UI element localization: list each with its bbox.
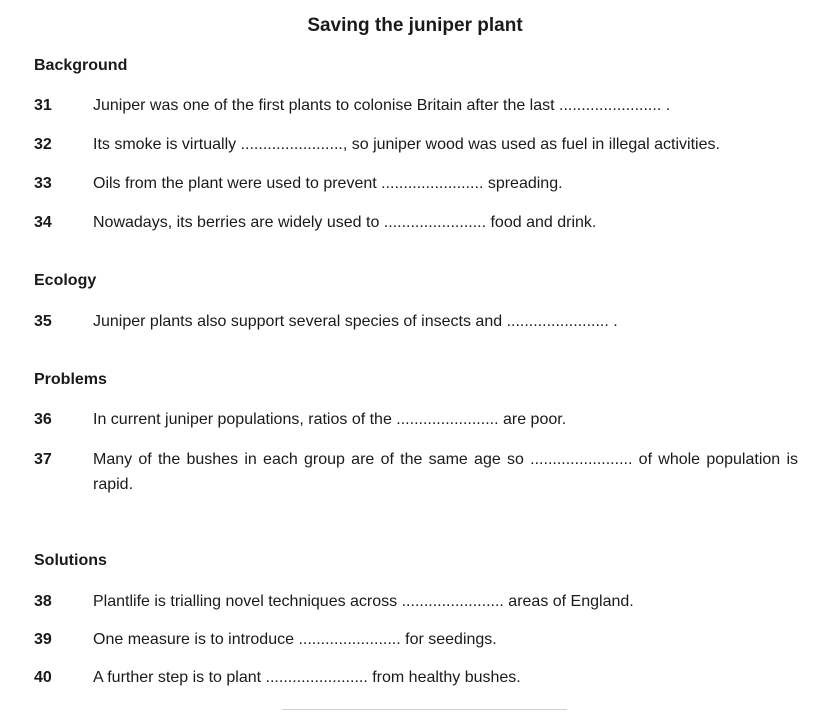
question-31	[34, 93, 798, 118]
question-text: Oils from the plant were used to prevent ....................... spreading.	[93, 175, 563, 192]
question-text: Juniper plants also support several species of insects and ....................... .	[93, 313, 618, 330]
question-number: 31	[34, 97, 52, 114]
section-heading-ecology: Ecology	[34, 272, 97, 289]
page-title: Saving the juniper plant	[307, 15, 523, 36]
question-35	[34, 309, 798, 334]
bottom-divider	[282, 709, 567, 710]
question-text: Juniper was one of the first plants to colonise Britain after the last ....................... .	[93, 97, 671, 114]
question-text: Plantlife is trialling novel techniques across ....................... areas of England.	[93, 593, 634, 610]
question-39	[34, 627, 798, 652]
question-37	[34, 447, 798, 497]
question-36	[34, 407, 798, 432]
section-heading-background: Background	[34, 57, 128, 74]
question-number: 37	[34, 451, 52, 468]
question-number: 39	[34, 631, 52, 648]
question-33	[34, 171, 798, 196]
question-number: 34	[34, 214, 52, 231]
question-number: 32	[34, 136, 52, 153]
question-number: 33	[34, 175, 52, 192]
question-text: One measure is to introduce ....................... for seedings.	[93, 631, 497, 648]
question-text: A further step is to plant ....................... from healthy bushes.	[93, 669, 521, 686]
question-text: Nowadays, its berries are widely used to ....................... food and drink.	[93, 214, 597, 231]
section-heading-problems: Problems	[34, 371, 107, 388]
question-text: Many of the bushes in each group are of the same age so ....................... of whole population is rapid.	[93, 451, 798, 493]
question-text: Its smoke is virtually ......................., so juniper wood was used as fuel in illegal activities.	[93, 136, 720, 153]
question-number: 36	[34, 411, 52, 428]
question-32	[34, 132, 798, 157]
question-text: In current juniper populations, ratios of the ....................... are poor.	[93, 411, 567, 428]
question-34	[34, 210, 798, 235]
section-heading-solutions: Solutions	[34, 552, 107, 569]
question-number: 40	[34, 669, 52, 686]
question-38	[34, 589, 798, 614]
question-number: 35	[34, 313, 52, 330]
question-number: 38	[34, 593, 52, 610]
question-40	[34, 665, 798, 690]
